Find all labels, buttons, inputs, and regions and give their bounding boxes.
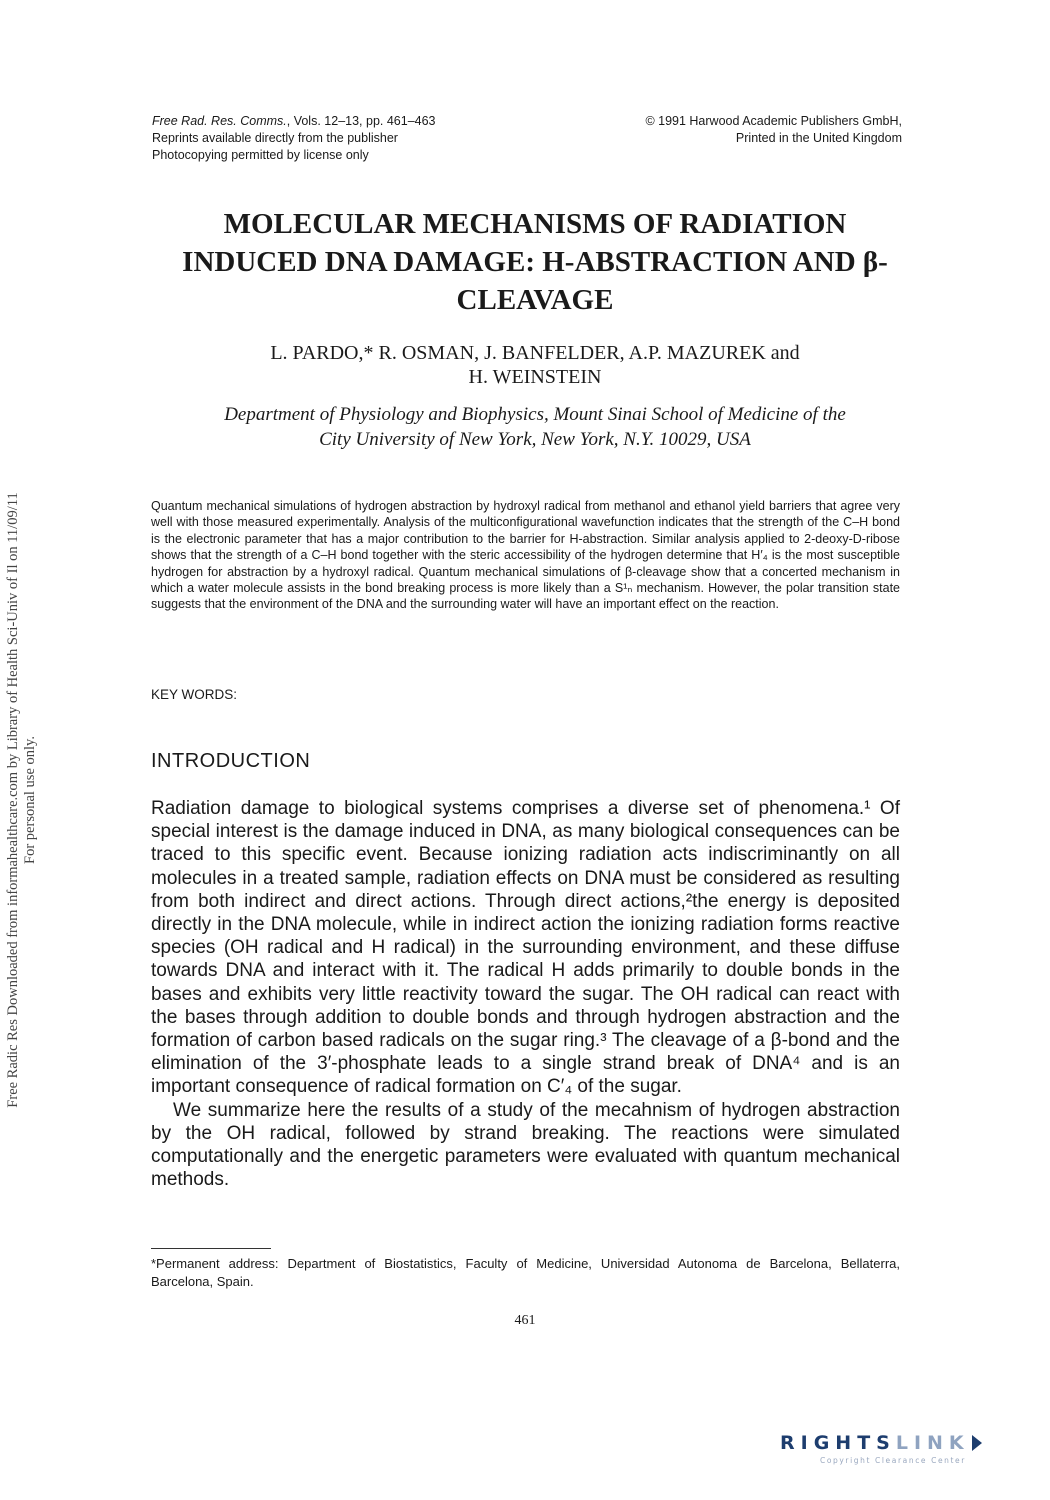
author-list: L. PARDO,* R. OSMAN, J. BANFELDER, A.P. MAZUREK and H. WEINSTEIN bbox=[270, 342, 800, 388]
journal-citation: Free Rad. Res. Comms., Vols. 12–13, pp. 461–463 bbox=[152, 114, 436, 128]
paper-title: MOLECULAR MECHANISMS OF RADIATION INDUCED DNA DAMAGE: H-ABSTRACTION AND β- CLEAVAGE bbox=[182, 208, 888, 316]
abstract: Quantum mechanical simulations of hydrogen abstraction by hydroxyl radical from methanol and ethanol yield barriers that agree very well with those measured experimentally. Analysis of the multiconfigurational wavefunction indicates that the strength of the C–H bond is the electronic parameter that has a major contribution to the barrier for H-abstraction. Similar analysis applied to 2-deoxy-D-ribose shows that the strength of a C–H bond together with the steric accessibility of the hydrogen determine that H′₄ is the most susceptible hydrogen for abstraction by a hydroxyl radical. Quantum mechanical simulations of β-cleavage show that a concerted mechanism in which a water molecule assists in the bond breaking process is more likely than a S¹ₙ mechanism. However, the polar transition state suggests that the environment of the DNA and the surrounding water will have an important effect on the reaction. bbox=[151, 499, 900, 612]
journal-citation-block bbox=[152, 113, 436, 164]
download-watermark: Free Radic Res Downloaded from informahealthcare.com by Library of Health Sci-Univ of Il on 11/09/11 For personal use only. bbox=[5, 492, 38, 1108]
footnote-divider bbox=[151, 1248, 271, 1249]
copyright-block bbox=[645, 113, 902, 147]
photocopy-note: Photocopying permitted by license only bbox=[152, 148, 369, 162]
footnote: *Permanent address: Department of Biostatistics, Faculty of Medicine, Universidad Autonoma de Barcelona, Bellaterra, Barcelona, Spain. bbox=[151, 1256, 900, 1289]
paragraph: Radiation damage to biological systems comprises a diverse set of phenomena.¹ Of special interest is the damage induced in DNA, as many biological consequences can be traced to this specific event. Because ionizing radiation acts indiscriminantly on all molecules in a treated sample, radiation effects on DNA must be considered as resulting from both indirect and direct actions. Through direct actions,²the energy is deposited directly in the DNA molecule, while in indirect action the ionizing radiation forms reactive species (OH radical and H radical) in the surrounding environment, and these diffuse towards DNA and interact with it. The radical H adds primarily to double bonds in the bases and exhibits very little reactivity toward the sugar. The OH radical can react with the bases through addition to double bonds and through hydrogen abstraction and the formation of carbon based radicals on the sugar ring.³ The cleavage of a β-bond and the elimination of the 3′-phosphate leads to a single strand break of DNA⁴ and is an important consequence of radical formation on C′₄ of the sugar. bbox=[151, 798, 900, 1098]
printed-line: Printed in the United Kingdom bbox=[735, 131, 902, 145]
keywords-label: KEY WORDS: bbox=[151, 687, 238, 702]
paragraph: We summarize here the results of a study of the mecahnism of hydrogen abstraction by the OH radical, followed by strand breaking. The reactions were simulated computationally and the energetic parameters were evaluated with quantum mechanical methods. bbox=[151, 1099, 900, 1191]
body-text bbox=[151, 797, 900, 1191]
page-number: 461 bbox=[514, 1313, 536, 1328]
section-heading-introduction: INTRODUCTION bbox=[151, 750, 311, 772]
reprints-note: Reprints available directly from the publisher bbox=[152, 131, 398, 145]
copyright-line: © 1991 Harwood Academic Publishers GmbH, bbox=[645, 114, 902, 128]
chevron-right-icon bbox=[972, 1435, 982, 1451]
affiliation: Department of Physiology and Biophysics, Mount Sinai School of Medicine of the City University of New York, New York, N.Y. 10029, USA bbox=[224, 404, 846, 450]
rightslink-logo[interactable]: RIGHTSLINK Copyright Clearance Center bbox=[780, 1432, 1020, 1472]
logo-subtitle: Copyright Clearance Center bbox=[820, 1456, 966, 1465]
